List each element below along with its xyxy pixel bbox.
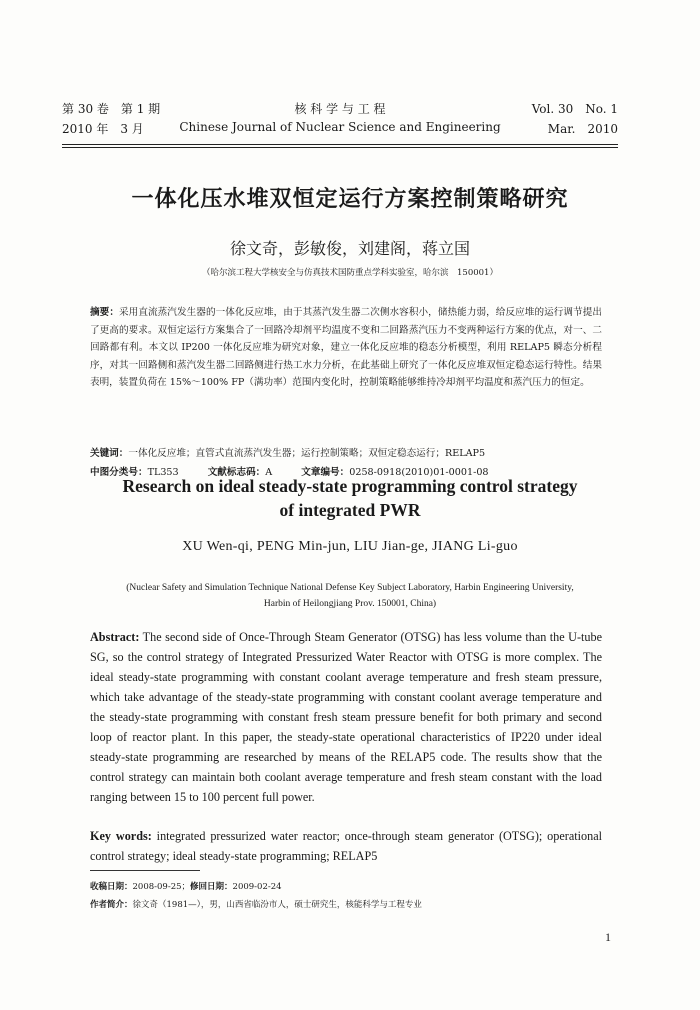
- footnote-author: [90, 896, 602, 914]
- header-rule-top: [62, 144, 618, 145]
- journal-name-en: Chinese Journal of Nuclear Science and Engineering: [179, 120, 501, 134]
- received-value: 2008-09-25；: [132, 882, 191, 892]
- abstract-label-en: Abstract:: [90, 630, 140, 644]
- paper-title-en: [0, 474, 700, 522]
- footnotes: [90, 878, 602, 914]
- journal-name-cn: 核 科 学 与 工 程: [294, 102, 386, 116]
- abstract-text-cn: 采用直流蒸汽发生器的一体化反应堆，由于其蒸汽发生器二次侧水容积小，储热能力弱，给反应堆的运行调节提出了更高的要求。双恒定运行方案集合了一回路冷却剂平均温度不变和二回路蒸汽压力不变两种运行方案的优点，对一、二回路都有利。本文以 IP200 一体化反应堆为研究对象，建立一体化反应堆的稳态分析模型，利用 RELAP5 瞬态分析程序，对其一回路侧和蒸汽发生器二回路侧进行热工水力分析，在此基础上研究了一体化反应堆双恒定稳态运行特性。结果表明，装置负荷在 15%～100% FP（满功率）范围内变化时，控制策略能够维持冷却剂平均温度和蒸汽压力的恒定。: [90, 307, 603, 388]
- paper-title-cn: 一体化压水堆双恒定运行方案控制策略研究: [131, 187, 569, 212]
- abstract-label-cn: 摘要：: [90, 307, 119, 318]
- footnote-rule: [90, 870, 200, 871]
- doc-code-label: 文献标志码：: [207, 467, 266, 478]
- clc-value: TL353: [147, 467, 179, 478]
- date-en: Mar. 2010: [547, 122, 618, 136]
- header-rule-bottom: [62, 147, 618, 148]
- author-bio-label: 作者简介：: [90, 900, 133, 910]
- clc-label: 中图分类号：: [90, 467, 148, 478]
- affiliation-cn: （哈尔滨工程大学核安全与仿真技术国防重点学科实验室，哈尔滨 150001）: [202, 268, 498, 278]
- volume-issue-cn: 第 30 卷 第 1 期: [62, 102, 161, 116]
- affiliation-line-2: Harbin of Heilongjiang Prov. 150001, China): [263, 599, 437, 609]
- page-number: 1: [605, 930, 611, 944]
- article-id-value: 0258-0918(2010)01-0001-08: [349, 467, 489, 478]
- keywords-text-cn: 一体化反应堆；直管式直流蒸汽发生器；运行控制策略；双恒定稳态运行；RELAP5: [128, 448, 486, 459]
- footnote-dates: [90, 878, 602, 896]
- abstract-text-en: The second side of Once-Through Steam Generator (OTSG) has less volume than the U-tube SG, so the control strategy of Integrated Pressurized Water Reactor with OTSG is more complex. The ideal steady-state programming with constant coolant average temperature and fresh steam pressure, which take advantage of the steady-state programming with constant coolant average temperature and the steady-state programming with constant fresh steam pressure benefit for both primary and second loop of reactor plant. In this paper, the steady-state operational characteristics of IP220 under ideal steady-state programming are researched by means of the RELAP5 code. The results show that the control strategy can maintain both coolant average temperature and fresh steam constant with the load ranging between 15 to 100 percent full power.: [90, 630, 602, 804]
- keywords-en: [90, 826, 602, 866]
- revised-label: 修回日期：: [190, 882, 233, 892]
- keywords-text-en: integrated pressurized water reactor; once-through steam generator (OTSG); operational control strategy; ideal steady-state programming; RELAP5: [90, 829, 602, 863]
- date-cn: 2010 年 3 月: [62, 122, 144, 136]
- keywords-cn: [90, 445, 602, 462]
- running-header: [62, 100, 618, 142]
- revised-value: 2009-02-24: [232, 882, 282, 892]
- received-label: 收稿日期：: [90, 882, 133, 892]
- doc-code-value: A: [265, 467, 273, 478]
- title-line-1: Research on ideal steady-state programming control strategy: [122, 476, 578, 496]
- affiliation-line-1: (Nuclear Safety and Simulation Technique National Defense Key Subject Laboratory, Harbin Engineering University,: [126, 583, 574, 593]
- authors-cn: 徐文奇，彭敏俊，刘建阁，蒋立国: [229, 239, 470, 258]
- title-line-2: of integrated PWR: [279, 500, 421, 520]
- keywords-label-cn: 关键词：: [90, 448, 129, 459]
- volume-issue-en: Vol. 30 No. 1: [531, 102, 618, 116]
- abstract-en: [90, 627, 602, 807]
- article-id-label: 文章编号：: [301, 467, 350, 478]
- affiliation-en: [60, 580, 640, 612]
- abstract-cn: [90, 304, 602, 392]
- keywords-label-en: Key words:: [90, 829, 152, 843]
- authors-en: XU Wen-qi, PENG Min-jun, LIU Jian-ge, JIANG Li-guo: [182, 539, 518, 554]
- author-bio-value: 徐文奇（1981—），男，山西省临汾市人，硕士研究生，核能科学与工程专业: [132, 900, 422, 910]
